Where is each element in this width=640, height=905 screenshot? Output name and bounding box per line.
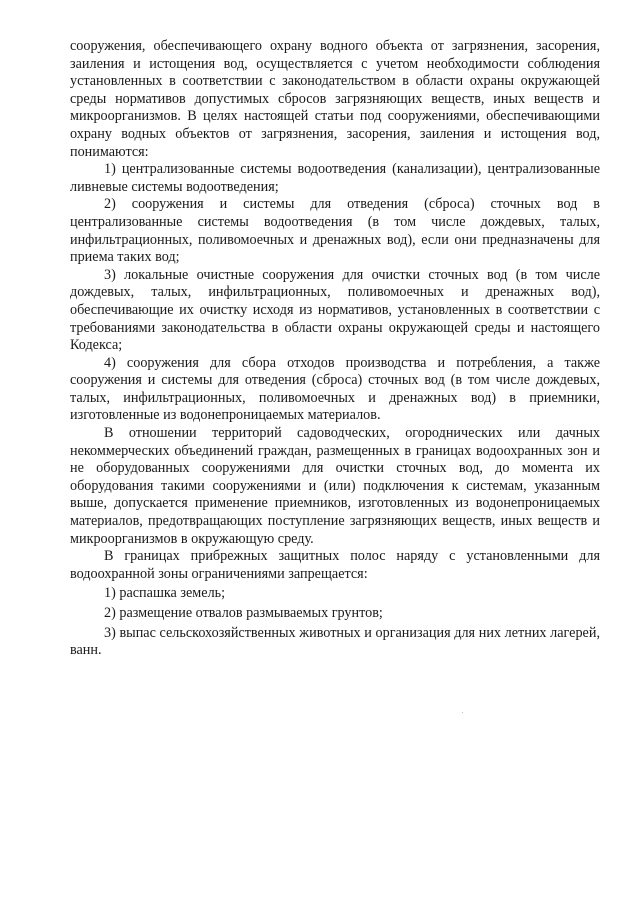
list-item-1: 1) централизованные системы водоотведения (канализации), централизованные ливневые системы водоотведения; xyxy=(70,161,600,195)
list-item-4: 4) сооружения для сбора отходов производства и потребления, а также сооружения и системы для отведения (сброса) сточных вод (в том числе дождевых, талых, инфильтрационных, поливомоечных и дренажных вод) в приемники, изготовленные из водонепроницаемых материалов. xyxy=(70,354,600,424)
scan-speck xyxy=(462,712,463,713)
document-page xyxy=(70,38,600,660)
paragraph-protective-strips: В границах прибрежных защитных полос наряду с установленными для водоохранной зоны ограничениями запрещается: xyxy=(70,548,600,582)
prohibition-item-1: 1) распашка земель; xyxy=(104,585,226,602)
paragraph-gardening-territories: В отношении территорий садоводческих, огороднических или дачных некоммерческих объединений граждан, размещенных в границах водоохранных зон и не оборудованных сооружениями для очистки сточных вод, до момента их оборудования такими сооружениями и (или) подключения к системам, указанным выше, допускается применение приемников, изготовленных из водонепроницаемых материалов, предотвращающих поступление загрязняющих веществ, иных веществ и микроорганизмов в окружающую среду. xyxy=(70,425,600,547)
prohibition-item-2: 2) размещение отвалов размываемых грунтов; xyxy=(104,605,383,621)
list-item-3: 3) локальные очистные сооружения для очистки сточных вод (в том числе дождевых, талых, инфильтрационных, поливомоечных и дренажных вод), обеспечивающие их очистку исходя из нормативов, установленных в соответствии с требованиями законодательства в области охраны окружающей среды и настоящего Кодекса; xyxy=(70,266,600,354)
list-item-2: 2) сооружения и системы для отведения (сброса) сточных вод в централизованные системы водоотведения (в том числе дождевых, талых, инфильтрационных, поливомоечных и дренажных вод), если они предназначены для приема таких вод; xyxy=(70,196,600,266)
paragraph-continuation: сооружения, обеспечивающего охрану водного объекта от загрязнения, засорения, заиления и истощения вод, осуществляется с учетом необходимости соблюдения установленных в соответствии с законодательством в области охраны окружающей среды нормативов допустимых сбросов загрязняющих веществ, иных веществ и микроорганизмов. В целях настоящей статьи под сооружениями, обеспечивающими охрану водных объектов от загрязнения, засорения, заиления и истощения вод, понимаются: xyxy=(70,38,600,160)
prohibition-item-3: 3) выпас сельскохозяйственных животных и организация для них летних лагерей, ванн. xyxy=(70,624,600,659)
